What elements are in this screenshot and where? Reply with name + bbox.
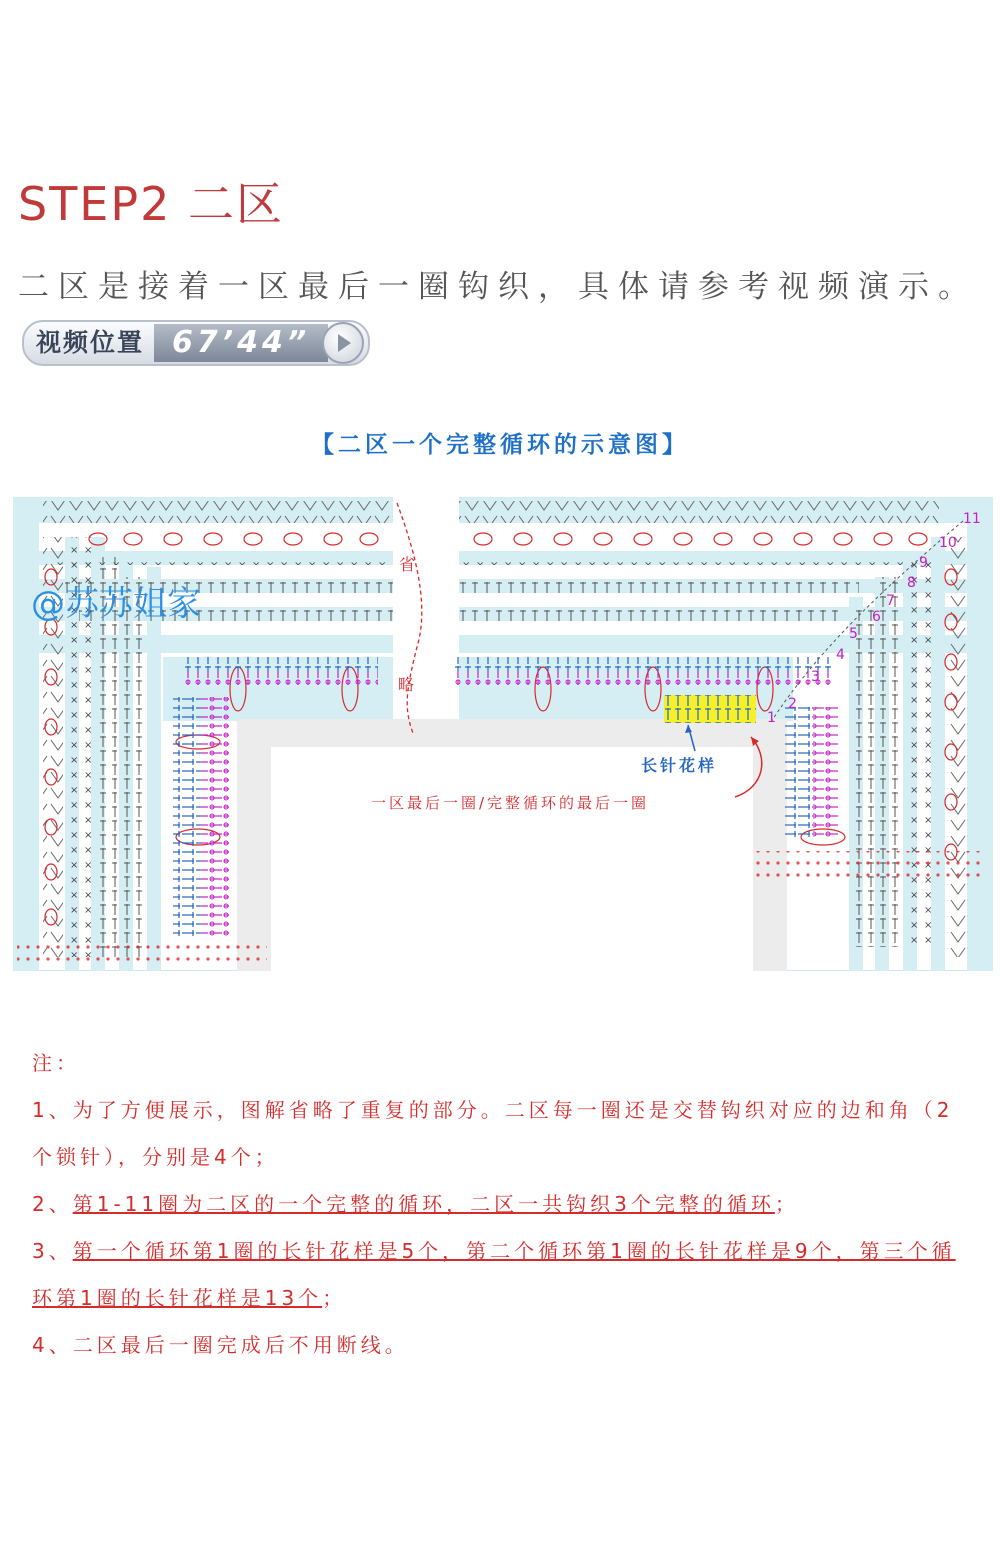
notes-header: 注： <box>32 1051 80 1075</box>
arrow-label: 一区最后一圈/完整循环的最后一圈 <box>371 794 650 812</box>
round-number-3: 3 <box>811 669 820 685</box>
crochet-diagram <box>13 497 993 971</box>
omit-char-2: 略 <box>398 675 415 694</box>
note-4: 4、二区最后一圈完成后不用断线。 <box>32 1333 409 1357</box>
note-2 <box>32 1181 977 1228</box>
video-label: 视频位置 <box>36 327 145 357</box>
intro-sentence: 二区是接着一区最后一圈钩织，具体请参考视频演示。 <box>18 269 978 305</box>
note-2-prefix: 2、 <box>32 1192 73 1216</box>
round-number-6: 6 <box>872 609 881 625</box>
diagram-title: 【二区一个完整循环的示意图】 <box>311 432 689 458</box>
round-number-8: 8 <box>907 575 916 591</box>
note-3-text: 第一个循环第1圈的长针花样是5个，第二个循环第1圈的长针花样是9个，第三个循环第1圈的长针花样是13个 <box>32 1239 956 1310</box>
note-1: 1、为了方便展示，图解省略了重复的部分。二区每一圈还是交替钩织对应的边和角（2个锁针），分别是4个； <box>32 1098 954 1169</box>
video-timestamp: 67’44” <box>154 324 328 362</box>
round-number-2: 2 <box>788 696 797 712</box>
pattern-label: 长针花样 <box>641 756 718 775</box>
round-number-7: 7 <box>886 593 895 609</box>
play-icon[interactable] <box>322 322 364 364</box>
round-number-9: 9 <box>919 555 928 571</box>
watermark: @苏苏姐家 <box>31 584 201 624</box>
round-number-1: 1 <box>767 710 776 726</box>
omit-char-1: 省 <box>399 555 416 574</box>
round-number-4: 4 <box>836 647 845 663</box>
note-2-suffix: ； <box>774 1192 799 1216</box>
note-2-text: 第1-11圈为二区的一个完整的循环，二区一共钩织3个完整的循环 <box>72 1192 775 1216</box>
round-number-10: 10 <box>939 535 957 551</box>
step-title: STEP2 二区 <box>18 177 284 231</box>
notes-section <box>32 1040 977 1369</box>
note-3-prefix: 3、 <box>32 1239 73 1263</box>
round-number-11: 11 <box>963 511 981 527</box>
note-3 <box>32 1228 977 1322</box>
round-number-5: 5 <box>849 626 858 642</box>
video-position-button[interactable] <box>22 320 370 366</box>
intro-text <box>18 258 988 374</box>
note-3-suffix: ； <box>322 1286 347 1310</box>
